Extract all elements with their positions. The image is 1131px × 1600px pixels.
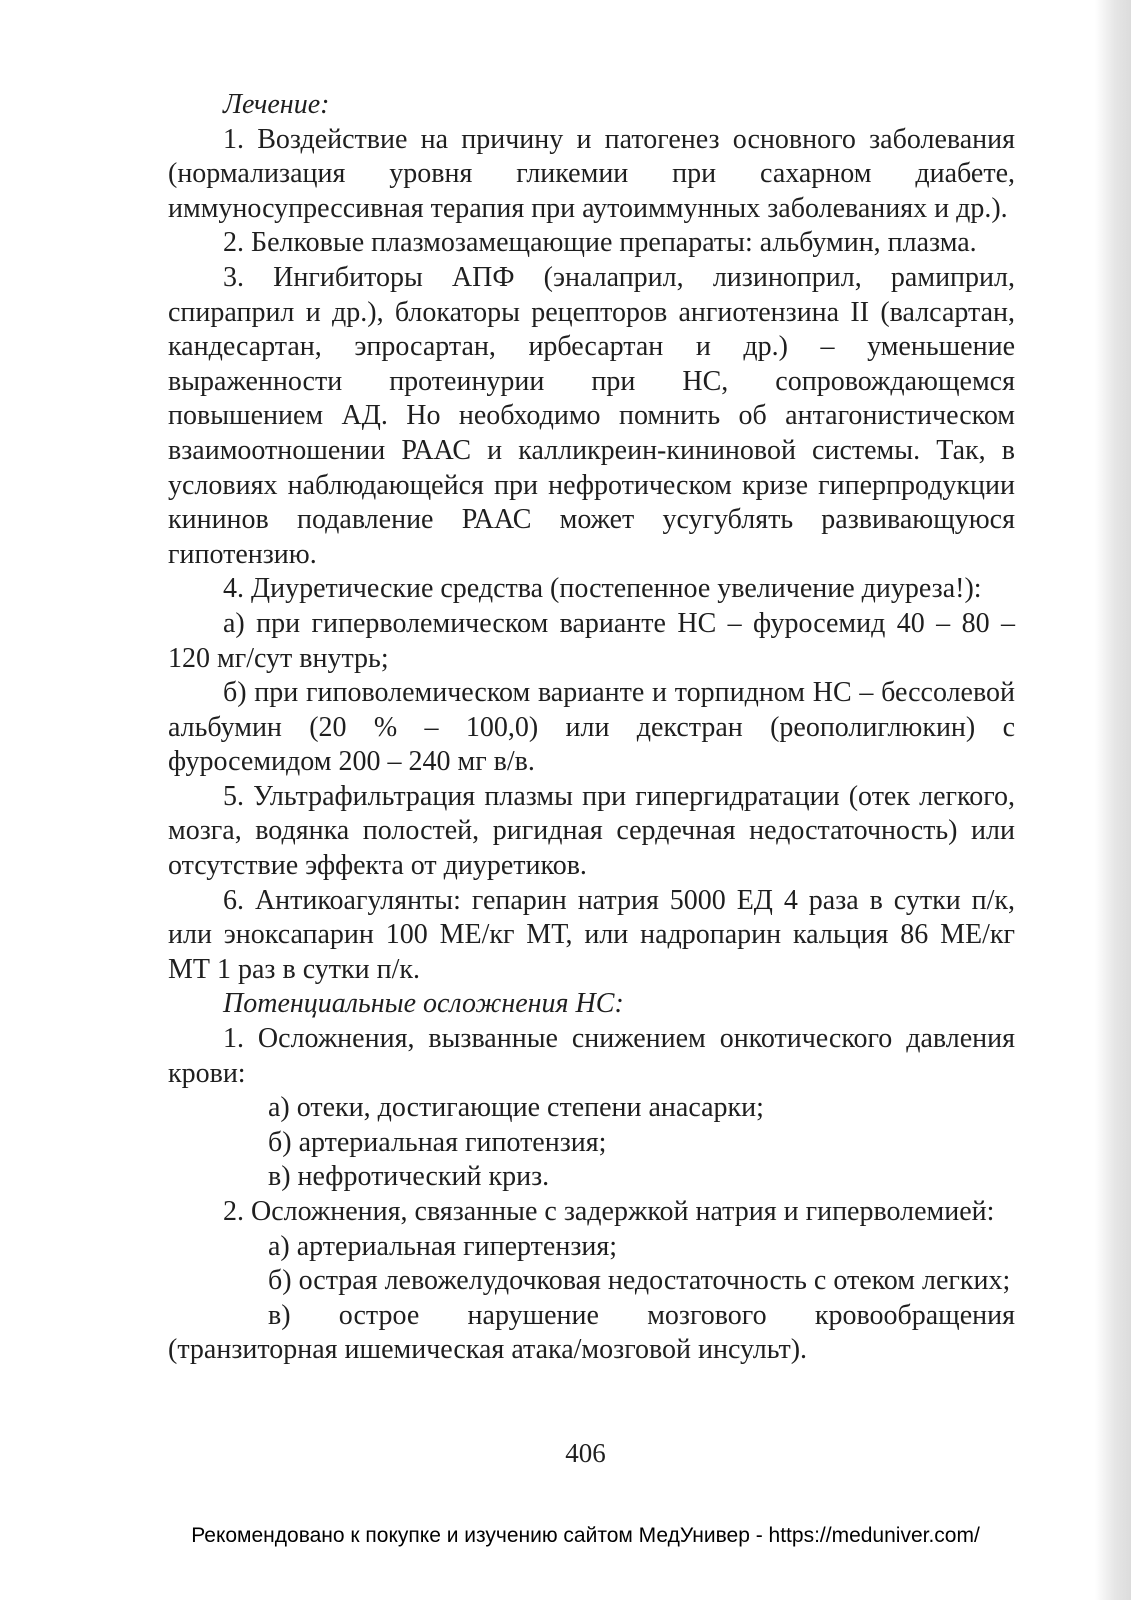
- section-heading-complications: Потенциальные осложнения НС:: [223, 988, 624, 1020]
- treatment-item-1: 1. Воздействие на причину и патогенез основного заболевания (нормализация уровня гликемии при сахарном диабете, иммуносупрессивная терапия при аутоиммунных заболеваниях и др.).: [168, 123, 1015, 224]
- page-body: [168, 88, 1015, 1368]
- treatment-item-4a: а) при гиперволемическом варианте НС – фуросемид 40 – 80 – 120 мг/сут внутрь;: [168, 607, 1015, 674]
- page-edge-shadow: [1095, 0, 1131, 1600]
- complications-group-2: 2. Осложнения, связанные с задержкой натрия и гиперволемией:: [223, 1196, 995, 1227]
- complications-group-1: 1. Осложнения, вызванные снижением онкотического давления крови:: [168, 1023, 1015, 1089]
- treatment-item-4: 4. Диуретические средства (постепенное увеличение диуреза!):: [223, 573, 982, 605]
- treatment-item-5: 5. Ультрафильтрация плазмы при гипергидратации (отек легкого, мозга, водянка полостей, ригидная сердечная недостаточность) или отсутствие эффекта от диуретиков.: [168, 780, 1015, 882]
- treatment-item-2: 2. Белковые плазмозамещающие препараты: альбумин, плазма.: [223, 227, 977, 259]
- section-heading-treatment: Лечение:: [223, 89, 330, 120]
- complication-2b: б) острая левожелудочковая недостаточность с отеком легких;: [268, 1265, 1011, 1297]
- complication-2c: в) острое нарушение мозгового кровообращения (транзиторная ишемическая атака/мозговой инсульт).: [168, 1299, 1015, 1366]
- complication-1c: в) нефротический криз.: [268, 1161, 550, 1193]
- treatment-item-4b: б) при гиповолемическом варианте и торпидном НС – бессолевой альбумин (20 % – 100,0) или декстран (реополиглюкин) с фуросемидом 200 – 240 мг в/в.: [168, 677, 1015, 778]
- complication-2a: а) артериальная гипертензия;: [268, 1230, 618, 1262]
- treatment-item-6: 6. Антикоагулянты: гепарин натрия 5000 ЕД 4 раза в сутки п/к, или эноксапарин 100 МЕ/кг МТ, или надропарин кальция 86 МЕ/кг МТ 1 раз в сутки п/к.: [168, 884, 1015, 985]
- treatment-item-3: 3. Ингибиторы АПФ (эналаприл, лизиноприл, рамиприл, спираприл и др.), блокаторы рецепторов ангиотензина II (валсартан, кандесартан, эпросартан, ирбесартан и др.) – уменьшение выраженности протеинурии при НС, сопровождающемся повышением АД. Но необходимо помнить об антагонистическом взаимоотношении РААС и калликреин-кининовой системы. Так, в условиях наблюдающейся при нефротическом кризе гиперпродукции кининов подавление РААС может усугублять развивающуюся гипотензию.: [168, 261, 1015, 570]
- complication-1b: б) артериальная гипотензия;: [268, 1126, 607, 1158]
- page-number: 406: [565, 1438, 606, 1468]
- footer-watermark: Рекомендовано к покупке и изучению сайтом МедУнивер - https://meduniver.com/: [191, 1524, 980, 1547]
- complication-1a: а) отеки, достигающие степени анасарки;: [268, 1092, 764, 1124]
